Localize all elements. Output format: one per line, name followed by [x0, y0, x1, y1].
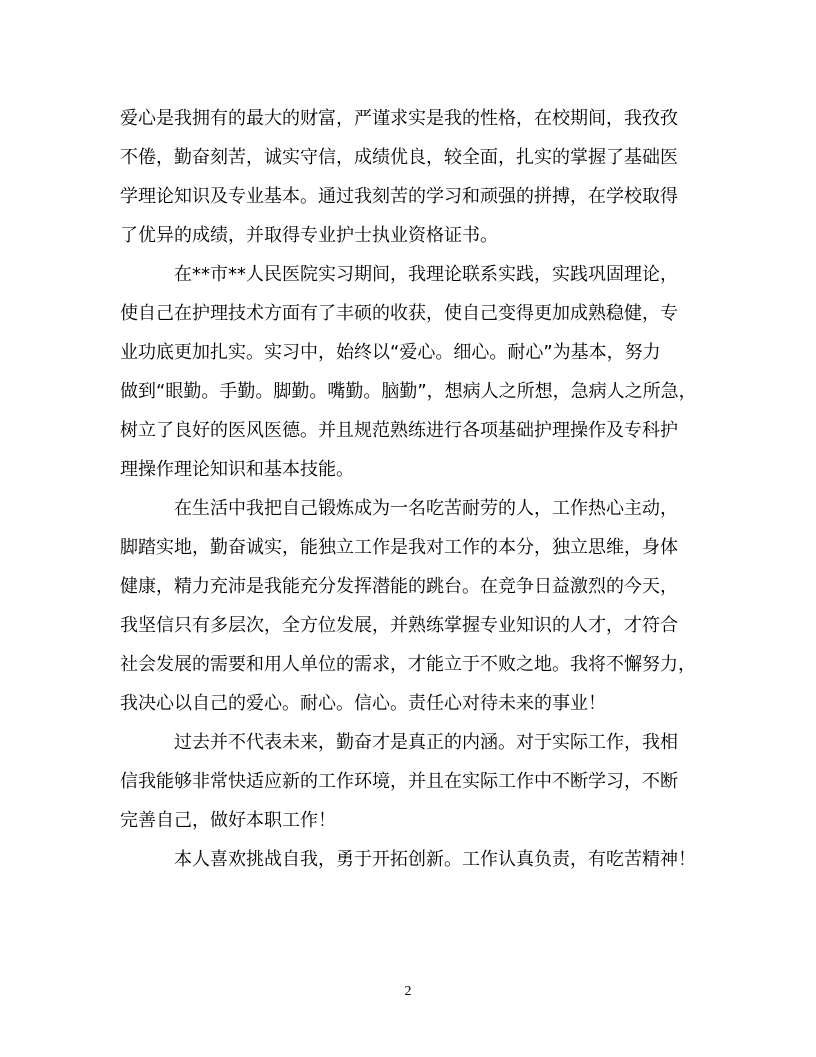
- text-line: 信我能够非常快适应新的工作环境，并且在实际工作中不断学习，不断: [120, 771, 678, 792]
- text-line: 理操作理论知识和基本技能。: [120, 459, 354, 480]
- text-line: 业功底更加扎实。实习中，始终以“爱心。细心。耐心”为基本，努力: [120, 342, 661, 363]
- text-line: 过去并不代表未来，勤奋才是真正的内涵。对于实际工作，我相: [174, 732, 678, 753]
- text-line: 完善自己，做好本职工作！: [120, 810, 336, 831]
- text-line: 我坚信只有多层次，全方位发展，并熟练掌握专业知识的人才，才符合: [120, 615, 678, 636]
- text-line: 我决心以自己的爱心。耐心。信心。责任心对待未来的事业！: [120, 693, 606, 714]
- text-line: 本人喜欢挑战自我，勇于开拓创新。工作认真负责，有吃苦精神！: [174, 849, 696, 870]
- text-line: 脚踏实地，勤奋诚实，能独立工作是我对工作的本分，独立思维，身体: [120, 537, 678, 558]
- text-line: 社会发展的需要和用人单位的需求，才能立于不败之地。我将不懈努力，: [120, 654, 696, 675]
- text-line: 在**市**人民医院实习期间，我理论联系实践，实践巩固理论，: [174, 264, 678, 285]
- text-line: 树立了良好的医风医德。并且规范熟练进行各项基础护理操作及专科护: [120, 420, 678, 441]
- text-line: 了优异的成绩，并取得专业护士执业资格证书。: [120, 225, 498, 246]
- text-line: 不倦，勤奋刻苦，诚实守信，成绩优良，较全面，扎实的掌握了基础医: [120, 147, 678, 168]
- text-line: 使自己在护理技术方面有了丰硕的收获，使自己变得更加成熟稳健，专: [120, 303, 678, 324]
- text-line: 在生活中我把自己锻炼成为一名吃苦耐劳的人，工作热心主动，: [174, 498, 678, 519]
- text-line: 学理论知识及专业基本。通过我刻苦的学习和顽强的拼搏，在学校取得: [120, 186, 678, 207]
- text-line: 爱心是我拥有的最大的财富，严谨求实是我的性格，在校期间，我孜孜: [120, 108, 678, 129]
- page-number: 2: [404, 984, 412, 999]
- text-line: 做到“眼勤。手勤。脚勤。嘴勤。脑勤”，想病人之所想，急病人之所急，: [120, 381, 697, 402]
- text-line: 健康，精力充沛是我能充分发挥潜能的跳台。在竞争日益激烈的今天，: [120, 576, 678, 597]
